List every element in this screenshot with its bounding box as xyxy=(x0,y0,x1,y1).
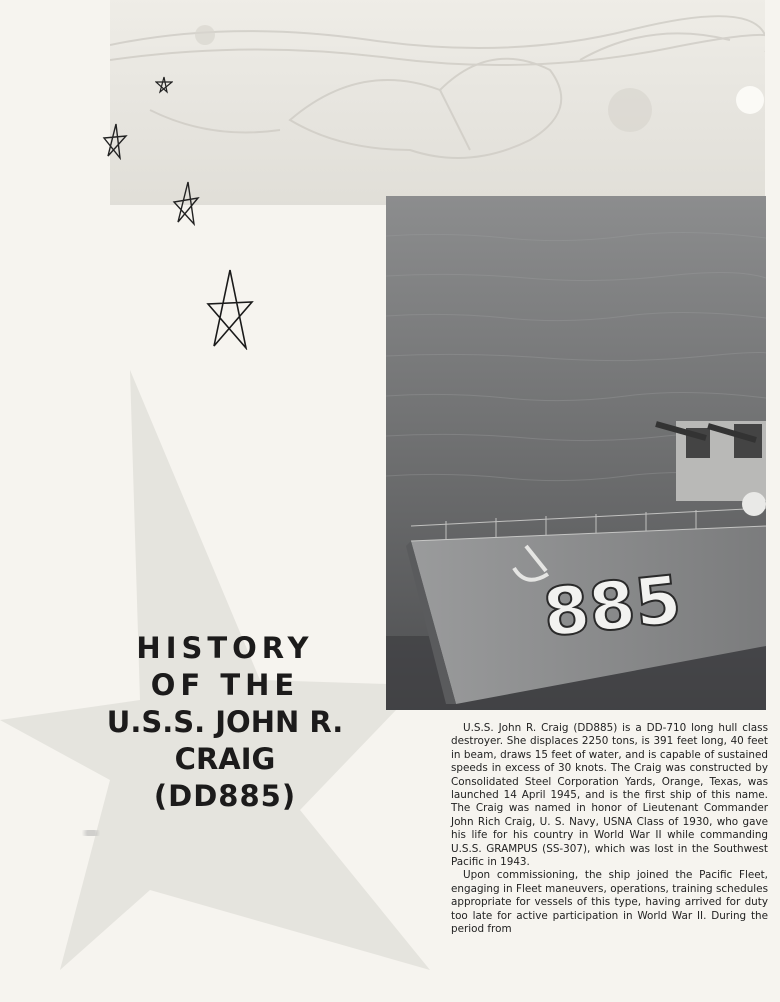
hand-drawn-star-icon xyxy=(172,180,200,226)
bleed-through-text xyxy=(200,395,390,579)
destroyer-photo-illustration xyxy=(386,196,766,710)
title-line-4: (DD885) xyxy=(153,779,297,813)
hull-number: 885 xyxy=(539,560,685,652)
paragraph-1: U.S.S. John R. Craig (DD885) is a DD-710 long hull class destroyer. She displaces 2250 tons, is 391 feet long, 40 feet in beam, draws 15 feet of water, and is capable of sustained speeds in excess of 30 knots. The Craig was constructed by Consolidated Steel Corporation Yards, Orange, Texas, was launched 14 April 1945, and is the first ship of this name. The Craig was named in honor of Lieutenant Commander John Rich Craig, U. S. Navy, USNA Class of 1930, who gave his life for his country in World War II while commanding U.S.S. GRAMPUS (SS-307), which was lost in the Southwest Pacific in 1943. xyxy=(451,722,768,869)
eagle-banner-illustration xyxy=(110,0,765,205)
hand-drawn-star-icon xyxy=(204,268,254,350)
history-body-text xyxy=(451,722,768,937)
hand-drawn-star-icon xyxy=(155,76,173,94)
title-line-3: U.S.S. JOHN R. CRAIG xyxy=(106,705,344,776)
page-title xyxy=(60,630,390,815)
smudge-mark xyxy=(78,830,104,836)
paragraph-2: Upon commissioning, the ship joined the Pacific Fleet, engaging in Fleet maneuvers, operations, training schedules appropriate for vessels of this type, having arrived for duty too late for active participation in World War II. During the period from xyxy=(451,869,768,936)
title-line-1: HISTORY xyxy=(136,631,314,665)
destroyer-photo xyxy=(386,196,766,710)
hand-drawn-star-icon xyxy=(102,122,128,160)
title-line-2: OF THE xyxy=(150,668,300,702)
